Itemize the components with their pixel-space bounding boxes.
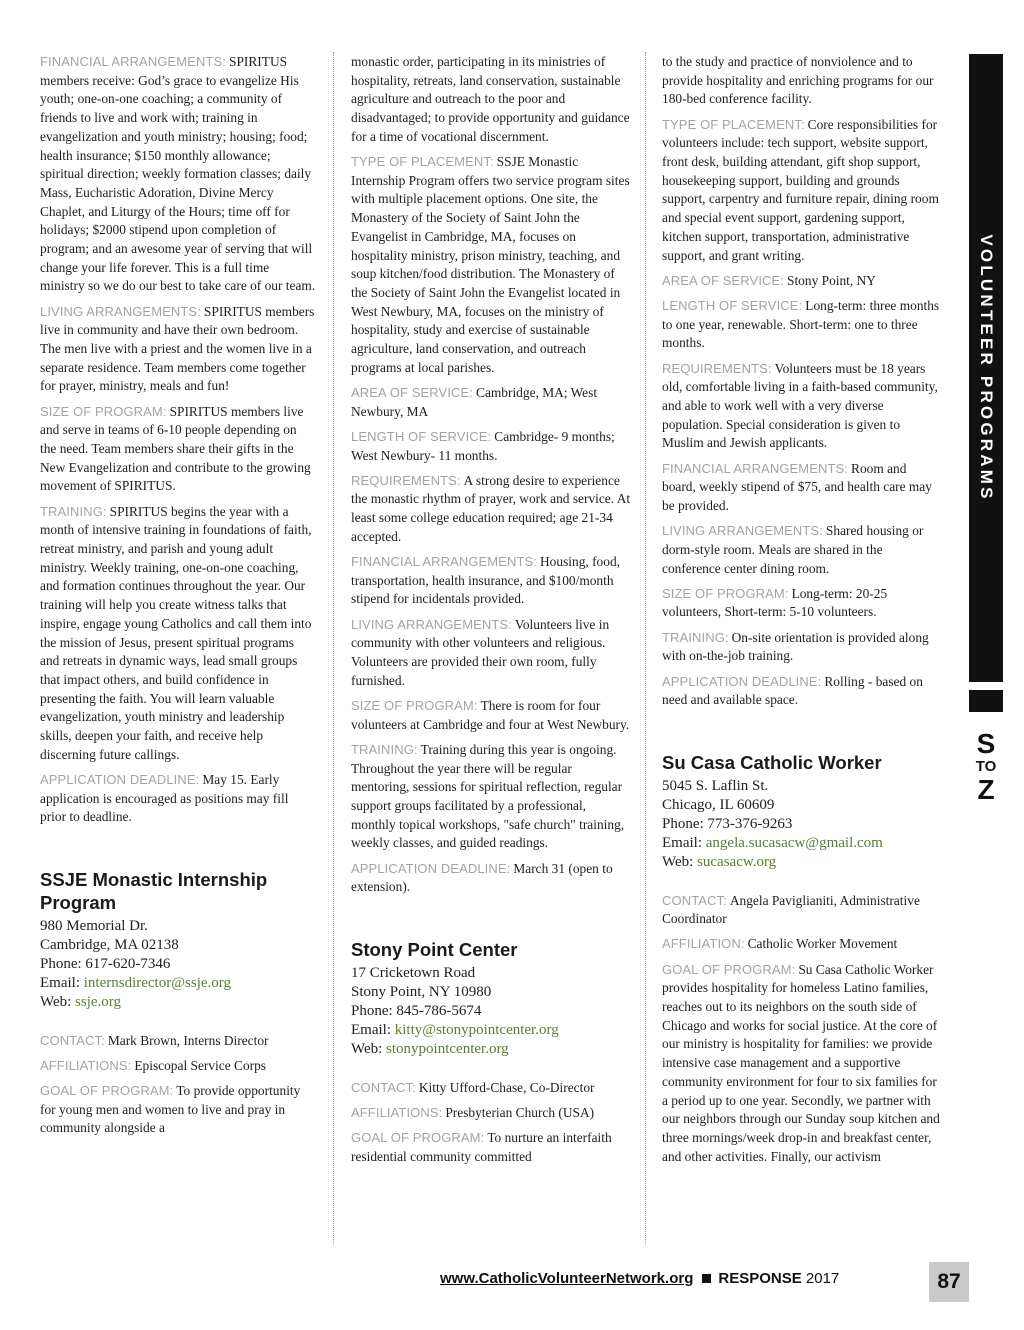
- section-tab: [969, 54, 1003, 682]
- training-entry: [662, 629, 943, 666]
- contact-entry: [40, 1032, 316, 1051]
- field-label: CONTACT:: [662, 892, 727, 908]
- field-text: Mark Brown, Interns Director: [107, 1032, 269, 1048]
- field-label: GOAL OF PROGRAM:: [662, 961, 796, 977]
- size-of-program-entry: [40, 403, 316, 497]
- org-title-su-casa: Su Casa Catholic Worker: [662, 751, 882, 773]
- goal-of-program-entry: [40, 1082, 316, 1138]
- field-label: APPLICATION DEADLINE:: [40, 772, 200, 788]
- field-text: March 31 (open to extension).: [351, 860, 613, 895]
- column-3: [662, 53, 943, 1173]
- field-text: Su Casa Catholic Worker provides hospitality for homeless Latino families, reaches out to its neighbors on the south side of Chicago and works for social justice. At the core of our ministry is hospitality for families: we provide intensive case management and a supportive community environment for four to six families for a period up to one year. Secondly, we partner with our neighbors through our Sunday soup kitchen and three mornings/week drop-in and breakfast center, and other activities. Finally, our activism: [662, 961, 940, 1164]
- field-label: LIVING ARRANGEMENTS:: [351, 616, 512, 632]
- web-line: [351, 1040, 633, 1059]
- field-label: LIVING ARRANGEMENTS:: [662, 523, 823, 539]
- field-label: GOAL OF PROGRAM:: [351, 1129, 485, 1145]
- financial-arrangements-entry: [351, 553, 633, 609]
- phone-line: Phone: 617-620-7346: [40, 955, 171, 972]
- phone-line: Phone: 845-786-5674: [351, 1002, 482, 1019]
- field-text: Housing, food, transportation, health insurance, and $100/month stipend for incidentals provided.: [351, 554, 620, 607]
- field-text: Volunteers live in community with other volunteers and religious. Volunteers are provided their own room, fully furnished.: [351, 616, 610, 688]
- field-label: AFFILIATIONS:: [40, 1057, 132, 1073]
- org-title-stony-point: Stony Point Center: [351, 938, 518, 960]
- column-2: [351, 53, 633, 1173]
- email-label: Email:: [351, 1021, 391, 1038]
- range-end: Z: [977, 774, 995, 805]
- alphabet-range: [969, 730, 1003, 804]
- goal-continuation: [662, 53, 943, 109]
- field-label: GOAL OF PROGRAM:: [40, 1083, 174, 1099]
- publication-year: 2017: [805, 1270, 840, 1287]
- phone-line: Phone: 773-376-9263: [662, 815, 793, 832]
- field-label: TRAINING:: [351, 741, 418, 757]
- field-text: Cambridge, MA; West Newbury, MA: [351, 384, 598, 419]
- financial-arrangements-entry: [662, 460, 943, 516]
- field-text: SPIRITUS members live in community and have their own bedroom. The men live with a priest and the women live in a separate residence. Team members come together for prayer, ministry, meals and fun!: [40, 303, 315, 394]
- field-text: monastic order, participating in its ministries of hospitality, retreats, land conservation, sustainable agriculture and outreach to the poor and disadvantaged; to provide opportunity and guidance for a time of vocational discernment.: [351, 54, 630, 144]
- field-text: To nurture an interfaith residential community committed: [351, 1129, 612, 1164]
- org-address-block: [662, 777, 943, 872]
- email-link[interactable]: angela.sucasacw@gmail.com: [705, 834, 883, 851]
- address-line-2: Cambridge, MA 02138: [40, 936, 179, 953]
- field-label: CONTACT:: [351, 1079, 416, 1095]
- field-label: TYPE OF PLACEMENT:: [351, 154, 494, 170]
- contact-entry: [662, 892, 943, 929]
- field-text: Long-term: 20-25 volunteers, Short-term: 5-10 volunteers.: [662, 585, 888, 620]
- field-label: AREA OF SERVICE:: [351, 384, 474, 400]
- field-text: SPIRITUS begins the year with a month of intensive training in foundations of faith, retreat ministry, and parish and young adult ministry. Weekly training, one-on-one coaching, and formation continues throughout the year. Our training will help you create witness talks that inspire, engage young Catholics and call them into the mission of Jesus, present spiritual programs and retreats in dynamic ways, lead small groups that impact others, and build confidence in presenting the faith. You will learn valuable evangelization, youth ministry and leadership skills, deepen your faith, and receive help discerning future callings.: [40, 503, 312, 762]
- footer-url[interactable]: www.CatholicVolunteerNetwork.org: [440, 1270, 694, 1287]
- field-text: To provide opportunity for young men and women to live and pray in community alongside a: [40, 1083, 301, 1136]
- field-label: FINANCIAL ARRANGEMENTS:: [662, 460, 849, 476]
- email-link[interactable]: internsdirector@ssje.org: [83, 974, 232, 991]
- living-arrangements-entry: [662, 522, 943, 578]
- field-label: REQUIREMENTS:: [662, 360, 772, 376]
- field-label: LENGTH OF SERVICE:: [351, 428, 492, 444]
- email-line: [40, 974, 316, 993]
- address-line-1: 17 Cricketown Road: [351, 964, 476, 981]
- affiliations-entry: [351, 1104, 633, 1123]
- goal-continuation: [351, 53, 633, 147]
- page-number: 87: [929, 1262, 969, 1302]
- field-label: TRAINING:: [40, 503, 107, 519]
- field-text: Shared housing or dorm-style room. Meals are shared in the conference center dining room.: [662, 523, 924, 576]
- living-arrangements-entry: [40, 303, 316, 397]
- org-address-block: [351, 964, 633, 1059]
- training-entry: [40, 503, 316, 765]
- goal-of-program-entry: [351, 1129, 633, 1166]
- type-of-placement-entry: [662, 116, 943, 266]
- web-line: [40, 993, 316, 1012]
- size-of-program-entry: [662, 585, 943, 622]
- field-text: SSJE Monastic Internship Program offers two service program sites with multiple placement options. One site, the Monastery of the Society of Saint John the Evangelist in Cambridge, MA, focuses on hospitality ministry, prison ministry, teaching, and soup kitchen/food distribution. The Monastery of the Society of Saint John the Evangelist located in West Newbury, MA, focuses on the ministry of hospitality, study and exercise of sustainable agriculture, land conservation, and outreach programs at local parishes.: [351, 154, 630, 375]
- field-text: Episcopal Service Corps: [134, 1057, 267, 1073]
- field-label: SIZE OF PROGRAM:: [40, 403, 167, 419]
- field-text: Training during this year is ongoing. Throughout the year there will be regular mentoring, sessions for spiritual reflection, regular support groups facilitated by a professional, monthly topical workshops, "safe church" training, weekly classes, and guided readings.: [351, 741, 625, 851]
- org-address-block: [40, 917, 316, 1012]
- web-label: Web:: [662, 853, 694, 870]
- column-1: [40, 53, 316, 1145]
- address-line-1: 980 Memorial Dr.: [40, 917, 148, 934]
- field-text: Core responsibilities for volunteers include: tech support, website support, front desk, building attendant, gift shop support, housekeeping support, building and grounds support, carpentry and furniture repair, dining room and special event support, gardening support, kitchen support, transportation, administrative support, and grant writing.: [662, 116, 939, 263]
- field-label: APPLICATION DEADLINE:: [662, 673, 822, 689]
- field-label: SIZE OF PROGRAM:: [351, 698, 478, 713]
- goal-of-program-entry: [662, 961, 943, 1167]
- field-label: AFFILIATIONS:: [351, 1104, 443, 1120]
- field-label: AREA OF SERVICE:: [662, 272, 785, 288]
- field-label: FINANCIAL ARRANGEMENTS:: [40, 54, 227, 69]
- page-footer: [440, 1270, 839, 1287]
- contact-entry: [351, 1079, 633, 1098]
- field-label: SIZE OF PROGRAM:: [662, 585, 789, 601]
- type-of-placement-entry: [351, 153, 633, 377]
- field-text: Room and board, weekly stipend of $75, and health care may be provided.: [662, 460, 932, 513]
- affiliation-entry: [662, 935, 943, 954]
- affiliations-entry: [40, 1057, 316, 1076]
- field-text: A strong desire to experience the monastic rhythm of prayer, work and service. At least some college education required; age 21-34 accepted.: [351, 472, 631, 544]
- address-line-2: Chicago, IL 60609: [662, 796, 775, 813]
- range-to: TO: [975, 758, 997, 775]
- requirements-entry: [662, 360, 943, 454]
- length-of-service-entry: [662, 297, 943, 353]
- email-label: Email:: [40, 974, 80, 991]
- web-line: [662, 853, 943, 872]
- application-deadline-entry: [351, 860, 633, 897]
- living-arrangements-entry: [351, 616, 633, 691]
- training-entry: [351, 741, 633, 853]
- range-start: S: [976, 728, 996, 759]
- email-line: [351, 1021, 633, 1040]
- size-of-program-entry: [351, 697, 633, 734]
- field-label: FINANCIAL ARRANGEMENTS:: [351, 554, 538, 570]
- field-text: Kitty Ufford-Chase, Co-Director: [418, 1079, 595, 1095]
- field-text: There is room for four volunteers at Cambridge and four at West Newbury.: [351, 698, 630, 732]
- field-label: CONTACT:: [40, 1032, 105, 1048]
- field-label: TYPE OF PLACEMENT:: [662, 116, 805, 132]
- field-text: On-site orientation is provided along with on-the-job training.: [662, 629, 929, 664]
- field-label: REQUIREMENTS:: [351, 472, 461, 488]
- application-deadline-entry: [40, 771, 316, 827]
- length-of-service-entry: [351, 428, 633, 465]
- email-label: Email:: [662, 834, 702, 851]
- application-deadline-entry: [662, 673, 943, 710]
- section-tab-marker: [969, 690, 1003, 712]
- financial-arrangements-entry: [40, 53, 316, 296]
- field-text: SPIRITUS members live and serve in teams of 6-10 people depending on the need. Team members share their gifts in the New Evangelization and contribute to the growing movement of SPIRITUS.: [40, 403, 311, 494]
- field-text: Presbyterian Church (USA): [445, 1104, 595, 1120]
- web-label: Web:: [351, 1040, 383, 1057]
- field-text: Cambridge- 9 months; West Newbury- 11 months.: [351, 428, 615, 463]
- field-label: APPLICATION DEADLINE:: [351, 860, 511, 876]
- field-text: SPIRITUS members receive: God’s grace to evangelize His youth; one-on-one coaching; a community of friends to live and work with; training in evangelization and youth ministry; housing; food; health insurance; $150 monthly allowance; spiritual direction; weekly formation classes; daily Mass, Eucharistic Adoration, Divine Mercy Chaplet, and Liturgy of the Hours; time off for holidays; $2000 stipend upon completion of program; and an awesome year of serving that will change your life forever. This is a full time ministry so we do our best to take care of our team.: [40, 54, 316, 294]
- org-title-ssje: SSJE Monastic Internship Program: [40, 868, 268, 913]
- area-of-service-entry: [662, 272, 943, 291]
- web-link[interactable]: ssje.org: [75, 993, 122, 1010]
- section-title: VOLUNTEER PROGRAMS: [977, 234, 996, 502]
- field-text: Stony Point, NY: [787, 272, 876, 288]
- requirements-entry: [351, 472, 633, 547]
- email-link[interactable]: kitty@stonypointcenter.org: [394, 1021, 559, 1038]
- field-text: to the study and practice of nonviolence and to provide hospitality and enriching programs for our 180-bed conference facility.: [662, 54, 934, 107]
- square-bullet-icon: [702, 1274, 711, 1283]
- column-divider: [645, 52, 646, 1244]
- field-text: Volunteers must be 18 years old, comfortable living in a faith-based community, and able to work well with a very diverse population. Special consideration is given to Muslim and Jewish applicants.: [662, 360, 938, 451]
- field-label: LENGTH OF SERVICE:: [662, 297, 803, 313]
- web-link[interactable]: stonypointcenter.org: [386, 1040, 509, 1057]
- field-label: LIVING ARRANGEMENTS:: [40, 303, 201, 319]
- email-line: [662, 834, 943, 853]
- field-text: May 15. Early application is encouraged as positions may fill prior to deadline.: [40, 772, 289, 825]
- field-label: TRAINING:: [662, 629, 729, 645]
- web-label: Web:: [40, 993, 72, 1010]
- field-text: Rolling - based on need and available space.: [662, 673, 923, 708]
- field-text: Angela Paviglianiti, Administrative Coordinator: [662, 892, 920, 927]
- address-line-2: Stony Point, NY 10980: [351, 983, 492, 1000]
- field-text: Catholic Worker Movement: [747, 936, 898, 952]
- web-link[interactable]: sucasacw.org: [697, 853, 777, 870]
- area-of-service-entry: [351, 384, 633, 421]
- field-text: Long-term: three months to one year, renewable. Short-term: one to three months.: [662, 297, 940, 351]
- field-label: AFFILIATION:: [662, 936, 745, 952]
- publication-name: RESPONSE: [718, 1270, 802, 1287]
- column-divider: [333, 52, 334, 1244]
- address-line-1: 5045 S. Laflin St.: [662, 777, 769, 794]
